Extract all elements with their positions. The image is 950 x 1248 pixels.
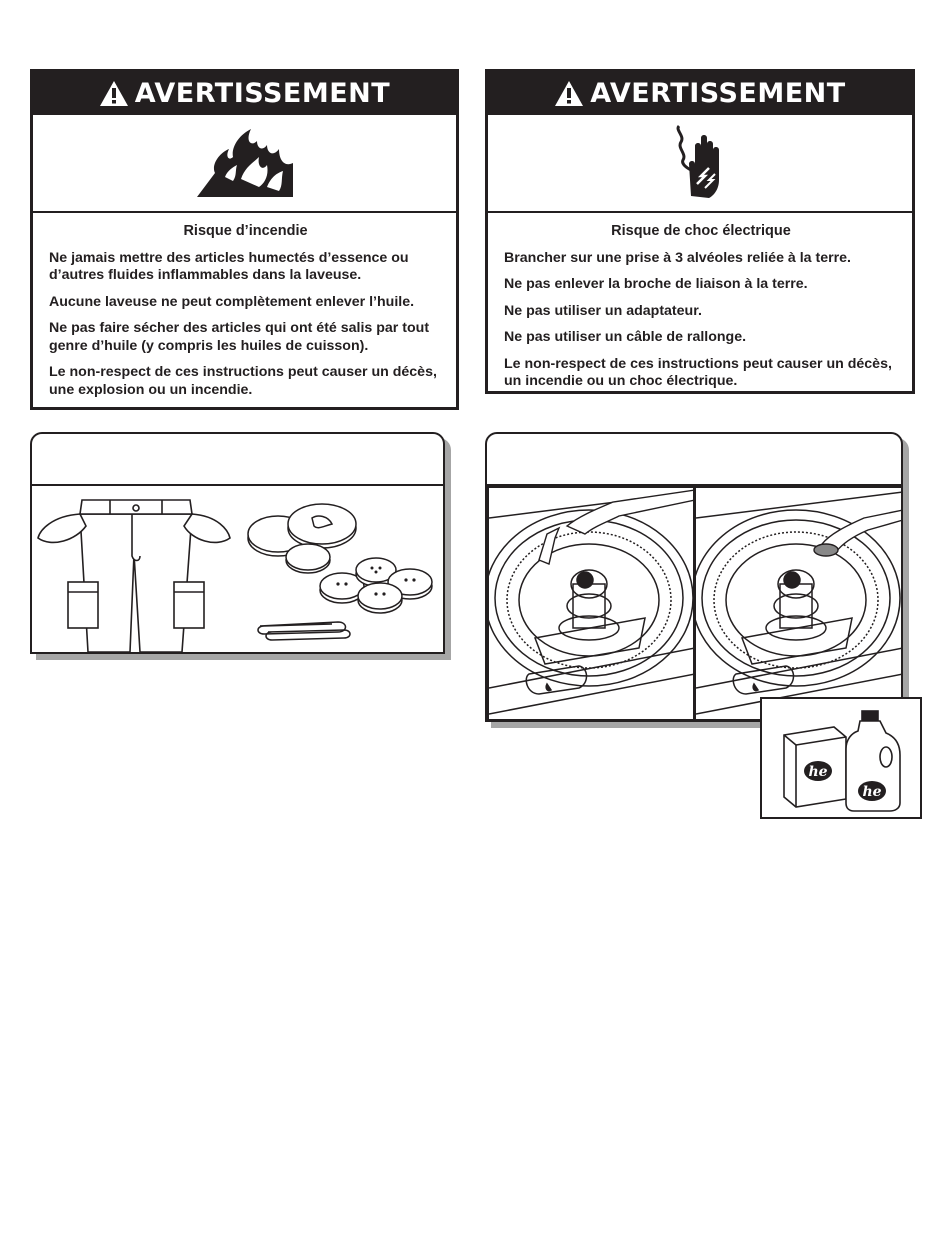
washer-frame-left [487,486,695,721]
warning-line: Ne jamais mettre des articles humectés d’essence ou d’autres fluides inflammables dans la laveuse. [49,249,409,283]
warning-header [488,72,912,115]
warning-line: Le non-respect de ces instructions peut causer un décès, une explosion ou un incendie. [49,364,437,398]
washer-frame-right [694,486,903,721]
he-logo-text: he [862,784,882,800]
warning-line: Ne pas faire sécher des articles qui ont été salis par tout genre d’huile (y compris les huiles de cuisson). [49,320,430,354]
warning-line: Ne pas utiliser un adaptateur. [504,302,702,319]
fire-warning-box [30,69,459,410]
he-logo-text: he [808,764,828,780]
fire-icon [195,127,295,199]
warning-triangle-icon [554,80,584,107]
warning-line: Aucune laveuse ne peut complètement enlever l’huile. [49,293,415,310]
warning-header [33,72,456,115]
washer-basket-panel [485,432,903,722]
fire-icon-area [33,115,456,213]
pants-icon [38,500,230,652]
warning-body [33,213,456,399]
warning-title: AVERTISSEMENT [590,78,846,109]
panel-header [32,434,443,486]
pants-and-items-illustration [32,486,442,652]
warning-line: Le non-respect de ces instructions peut causer un décès, un incendie ou un choc électrique. [504,355,892,389]
coins-icon [248,504,356,573]
hand-with-scoop-icon [814,510,903,556]
buttons-icon [320,558,432,613]
warning-line: Ne pas enlever la broche de liaison à la terre. [504,276,808,292]
hand-icon [539,490,695,564]
warning-title: AVERTISSEMENT [134,78,391,109]
shock-icon-area [488,115,912,213]
panel-header [487,434,901,486]
paper-clips-icon [258,622,350,640]
warning-line: Brancher sur une prise à 3 alvéoles reliée à la terre. [504,249,851,266]
electric-shock-hand-icon [665,124,735,202]
warning-line: Ne pas utiliser un câble de rallonge. [504,329,747,345]
washer-basket-icon [696,488,903,721]
warning-triangle-icon [99,80,129,107]
warning-body [488,213,912,391]
risk-title: Risque de choc électrique [611,223,791,239]
washer-basket-icon [489,488,695,721]
he-detergent-icon [762,699,920,817]
electric-warning-box [485,69,915,394]
he-detergent-inset [760,697,922,819]
risk-title: Risque d’incendie [183,223,308,239]
empty-pockets-panel [30,432,445,654]
